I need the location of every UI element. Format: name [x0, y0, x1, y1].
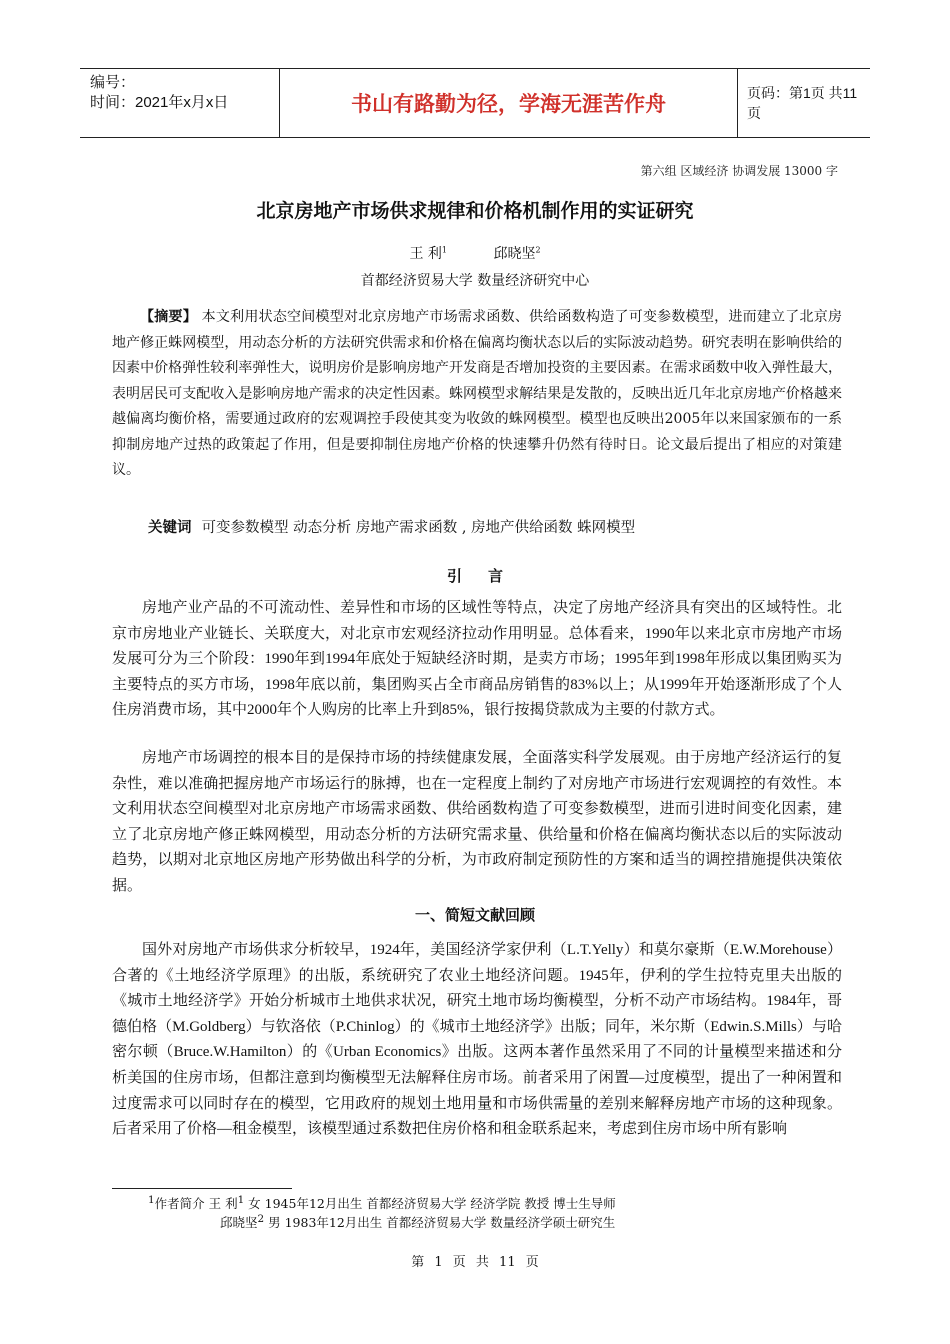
- abstract-text: 本文利用状态空间模型对北京房地产市场需求函数、供给函数构造了可变参数模型，进而建立了北京房地产修正蛛网模型，用动态分析的方法研究供需求和价格在偏离均衡状态以后的实际波动趋势。研究表明在影响供给的因素中价格弹性较利率弹性大，说明房价是影响房地产开发商是否增加投资的主要因素。在需求函数中收入弹性最大，表明居民可支配收入是影响房地产需求的决定性因素。蛛网模型求解结果是发散的，反映出近几年北京房地产价格越来越偏离均衡价格，需要通过政府的宏观调控手段使其变为收敛的蛛网模型。模型也反映出2005年以来国家颁布的一系抑制房地产过热的政策起了作用，但是要抑制住房地产价格的快速攀升仍然有待时日。论文最后提出了相应的对策建议。: [112, 309, 843, 478]
- intro-paragraph-1: 房地产业产品的不可流动性、差异性和市场的区域性等特点，决定了房地产经济具有突出的区域特性。北京市房地业产业链长、关联度大，对北京市宏观经济拉动作用明显。总体看来，1990年以来北京市房地产市场发展可分为三个阶段：1990年到1994年底处于短缺经济时期，是卖方市场；1995年到1998年形成以集团购买为主要特点的买方市场，1998年底以前，集团购买占全市商品房销售的83%以上；从1999年开始逐渐形成了个人住房消费市场，其中2000年个人购房的比率上升到85%，银行按揭贷款成为主要的付款方式。: [112, 600, 842, 719]
- keywords-line: [112, 516, 842, 537]
- paper-title: 北京房地产市场供求规律和价格机制作用的实证研究: [256, 200, 694, 222]
- page-header: [80, 68, 870, 138]
- author-2: 邱晓坚: [493, 246, 536, 262]
- footnote-1-text: 作者简介 王 利: [154, 1196, 238, 1212]
- footnote-2-rest: 男 1983年12月出生 首都经济贸易大学 数量经济学硕士研究生: [264, 1215, 616, 1231]
- page-footer: 第 1 页 共 11 页: [411, 1255, 539, 1270]
- footnote-1-rest: 女 1945年12月出生 首都经济贸易大学 经济学院 教授 博士生导师: [244, 1196, 616, 1212]
- header-page-label: 页码：第1页 共11页: [747, 85, 858, 121]
- authors-line: [0, 243, 950, 263]
- header-meta-cell: [80, 69, 280, 137]
- header-motto: 书山有路勤为径，学海无涯苦作舟: [280, 69, 738, 137]
- section-1-paragraph: 国外对房地产市场供求分析较早，1924年，美国经济学家伊利（L.T.Yelly）和莫尔豪斯（E.W.Morehouse）合著的《土地经济学原理》的出版，系统研究了农业土地经济问题。1945年，伊利的学生拉特克里夫出版的《城市土地经济学》开始分析城市土地供求状况，研究土地市场均衡模型，分析不动产市场结构。1984年，哥德伯格（M.Goldberg）与钦洛依（P.Chinlog）的《城市土地经济学》出版；同年，米尔斯（Edwin.S.Mills）与哈密尔顿（Bruce.W.Hamilton）的《Urban Economics》出版。这两本著作虽然采用了不同的计量模型来描述和分析美国的住房市场，但都注意到均衡模型无法解释住房市场。前者采用了闲置—过度模型，提出了一种闲置和过度需求可以同时存在的模型，它用政府的规划土地用量和市场供需量的差别来解释房地产市场的这种现象。后者采用了价格—租金模型，该模型通过系数把住房价格和租金联系起来，考虑到住房市场中所有影响: [112, 942, 842, 1138]
- footnote-2: [220, 1213, 615, 1231]
- author-1: 王 利: [409, 246, 442, 262]
- footnote-1: [148, 1194, 616, 1212]
- group-info: 第六组 区域经济 协调发展 13000 字: [640, 164, 838, 178]
- author-2-mark: 2: [535, 245, 541, 255]
- footnote-1-mark-2: 1: [237, 1194, 245, 1206]
- section-1-heading: 一、简短文献回顾: [414, 906, 535, 924]
- affiliation: 首都经济贸易大学 数量经济研究中心: [360, 273, 590, 289]
- intro-paragraph-2: 房地产市场调控的根本目的是保持市场的持续健康发展，全面落实科学发展观。由于房地产经济运行的复杂性，难以准确把握房地产市场运行的脉搏，也在一定程度上制约了对房地产市场进行宏观调控的有效性。本文利用状态空间模型对北京房地产市场需求函数、供给函数构造了可变参数模型，进而引进时间变化因素，建立了北京房地产修正蛛网模型，用动态分析的方法研究需求量、供给量和价格在偏离均衡状态以后的实际波动趋势，以期对北京地区房地产形势做出科学的分析，为市政府制定预防性的方案和适当的调控措施提供决策依据。: [112, 750, 842, 894]
- time-label: 时间：2021年x月x日: [90, 94, 229, 111]
- footnote-2-text: 邱晓坚: [220, 1215, 258, 1231]
- keywords-text: 可变参数模型 动态分析 房地产需求函数 , 房地产供给函数 蛛网模型: [201, 520, 636, 536]
- serial-label: 编号：: [90, 74, 136, 91]
- abstract-label: 【摘要】: [140, 309, 197, 325]
- footnote-divider: [112, 1188, 292, 1189]
- author-1-mark: 1: [441, 245, 447, 255]
- abstract-block: [112, 305, 842, 484]
- footnote-2-mark: 2: [257, 1213, 265, 1225]
- intro-heading: 引言: [446, 567, 529, 585]
- footnote-1-mark: 1: [148, 1194, 155, 1206]
- keywords-label: 关键词: [148, 520, 192, 536]
